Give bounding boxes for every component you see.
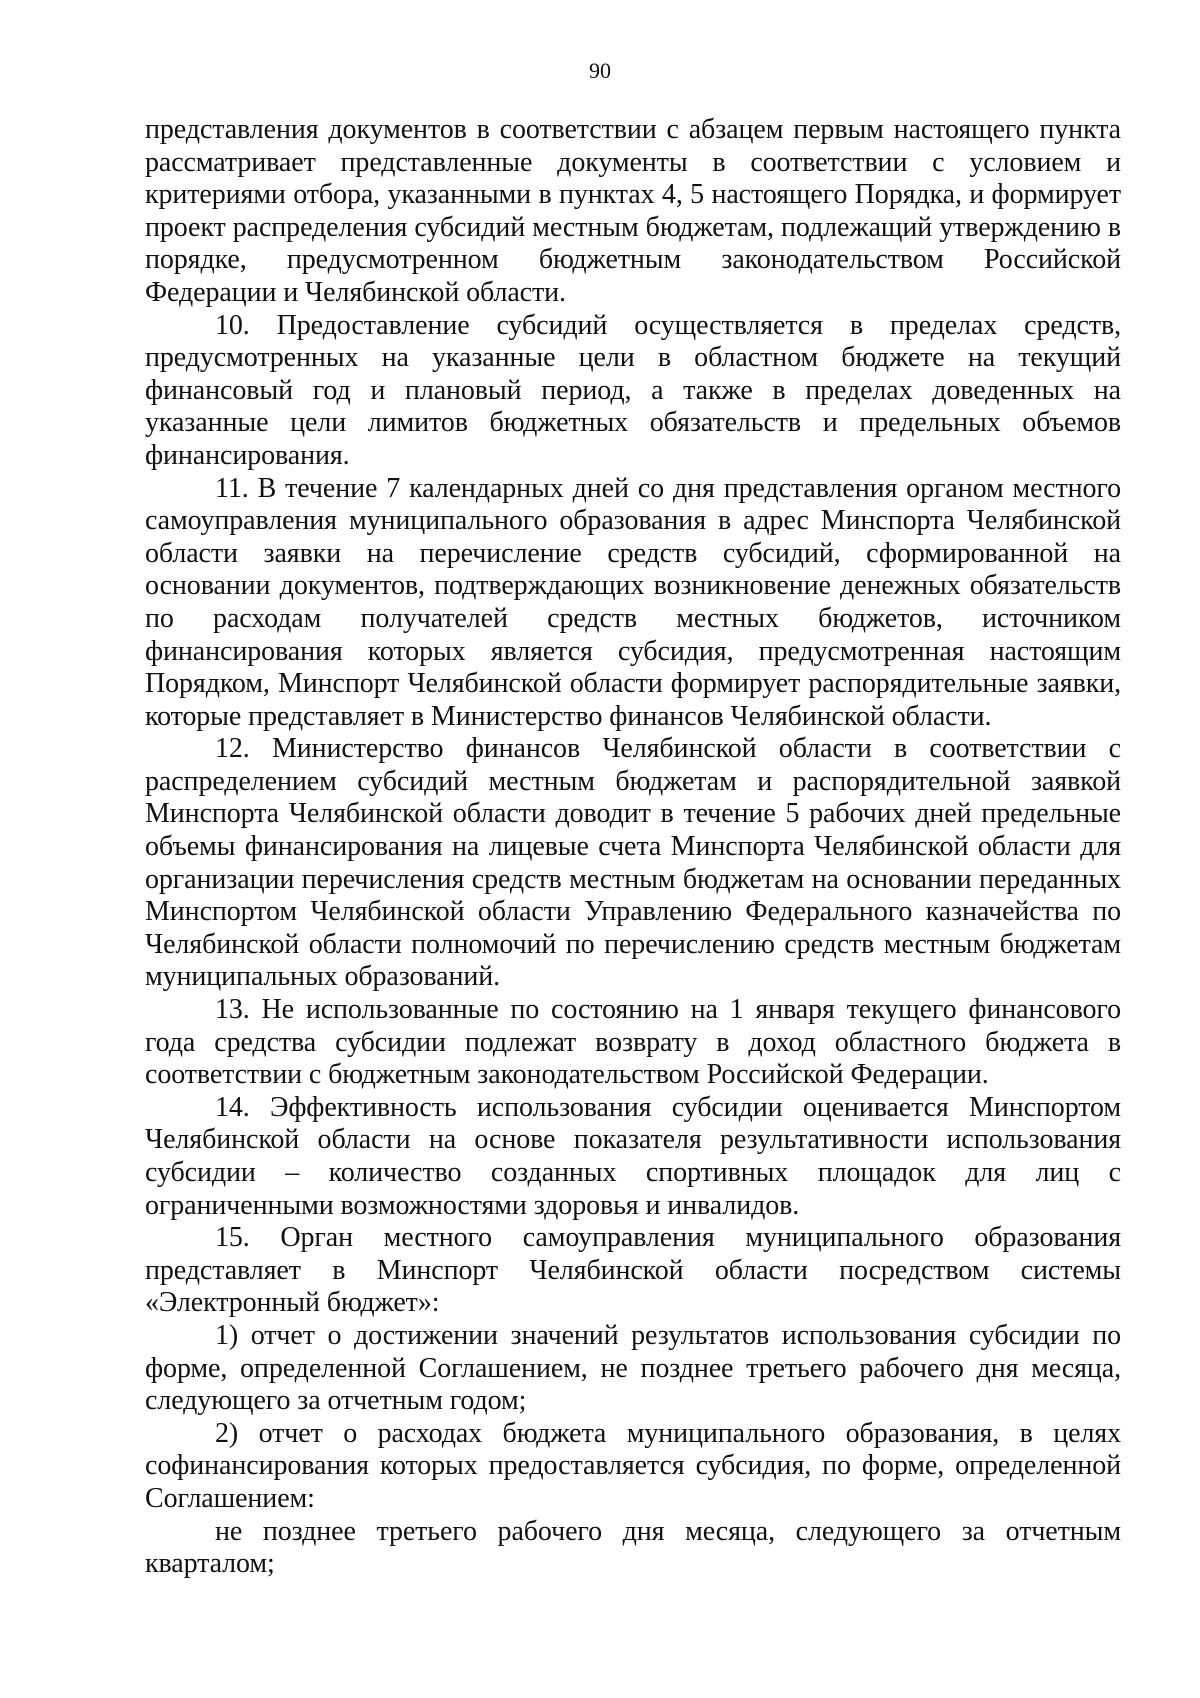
paragraph-12: 12. Министерство финансов Челябинской области в соответствии с распределением субсидий местным бюджетам и распорядительной заявкой Минспорта Челябинской области доводит в течение 5 рабочих дней предельные объемы финансирования на лицевые счета Минспорта Челябинской области для организации перечисления средств местным бюджетам на основании переданных Минспортом Челябинской области Управлению Федерального казначейства по Челябинской области полномочий по перечислению средств местным бюджетам муниципальных образований. xyxy=(145,733,1121,993)
paragraph-15-item-2-deadline: не позднее третьего рабочего дня месяца, следующего за отчетным кварталом; xyxy=(145,1515,1121,1580)
paragraph-11: 11. В течение 7 календарных дней со дня представления органом местного самоуправления муниципального образования в адрес Минспорта Челябинской области заявки на перечисление средств субсидий, сформированной на основании документов, подтверждающих возникновение денежных обязательств по расходам получателей средств местных бюджетов, источником финансирования которых является субсидия, предусмотренная настоящим Порядком, Минспорт Челябинской области формирует распорядительные заявки, которые представляет в Министерство финансов Челябинской области. xyxy=(145,472,1121,732)
paragraph-13: 13. Не использованные по состоянию на 1 января текущего финансового года средства субсидии подлежат возврату в доход областного бюджета в соответствии с бюджетным законодательством Российской Федерации. xyxy=(145,994,1121,1091)
page-number: 90 xyxy=(589,58,611,83)
paragraph-15-item-1: 1) отчет о достижении значений результатов использования субсидии по форме, определенной Соглашением, не позднее третьего рабочего дня месяца, следующего за отчетным годом; xyxy=(145,1319,1121,1417)
paragraph-15: 15. Орган местного самоуправления муниципального образования представляет в Минспорт Челябинской области посредством системы «Электронный бюджет»: xyxy=(145,1222,1121,1319)
paragraph-14: 14. Эффективность использования субсидии оценивается Минспортом Челябинской области на основе показателя результативности использования субсидии – количество созданных спортивных площадок для лиц с ограниченными возможностями здоровья и инвалидов. xyxy=(145,1091,1121,1221)
paragraph-10: 10. Предоставление субсидий осуществляется в пределах средств, предусмотренных на указанные цели в областном бюджете на текущий финансовый год и плановый период, а также в пределах доведенных на указанные цели лимитов бюджетных обязательств и предельных объемов финансирования. xyxy=(145,309,1121,471)
paragraph-continuation: представления документов в соответствии с абзацем первым настоящего пункта рассматривает представленные документы в соответствии с условием и критериями отбора, указанными в пунктах 4, 5 настоящего Порядка, и формирует проект распределения субсидий местным бюджетам, подлежащий утверждению в порядке, предусмотренном бюджетным законодательством Российской Федерации и Челябинской области. xyxy=(145,114,1121,308)
document-body xyxy=(145,114,1121,1581)
paragraph-15-item-2: 2) отчет о расходах бюджета муниципального образования, в целях софинансирования которых предоставляется субсидия, по форме, определенной Соглашением: xyxy=(145,1417,1121,1514)
